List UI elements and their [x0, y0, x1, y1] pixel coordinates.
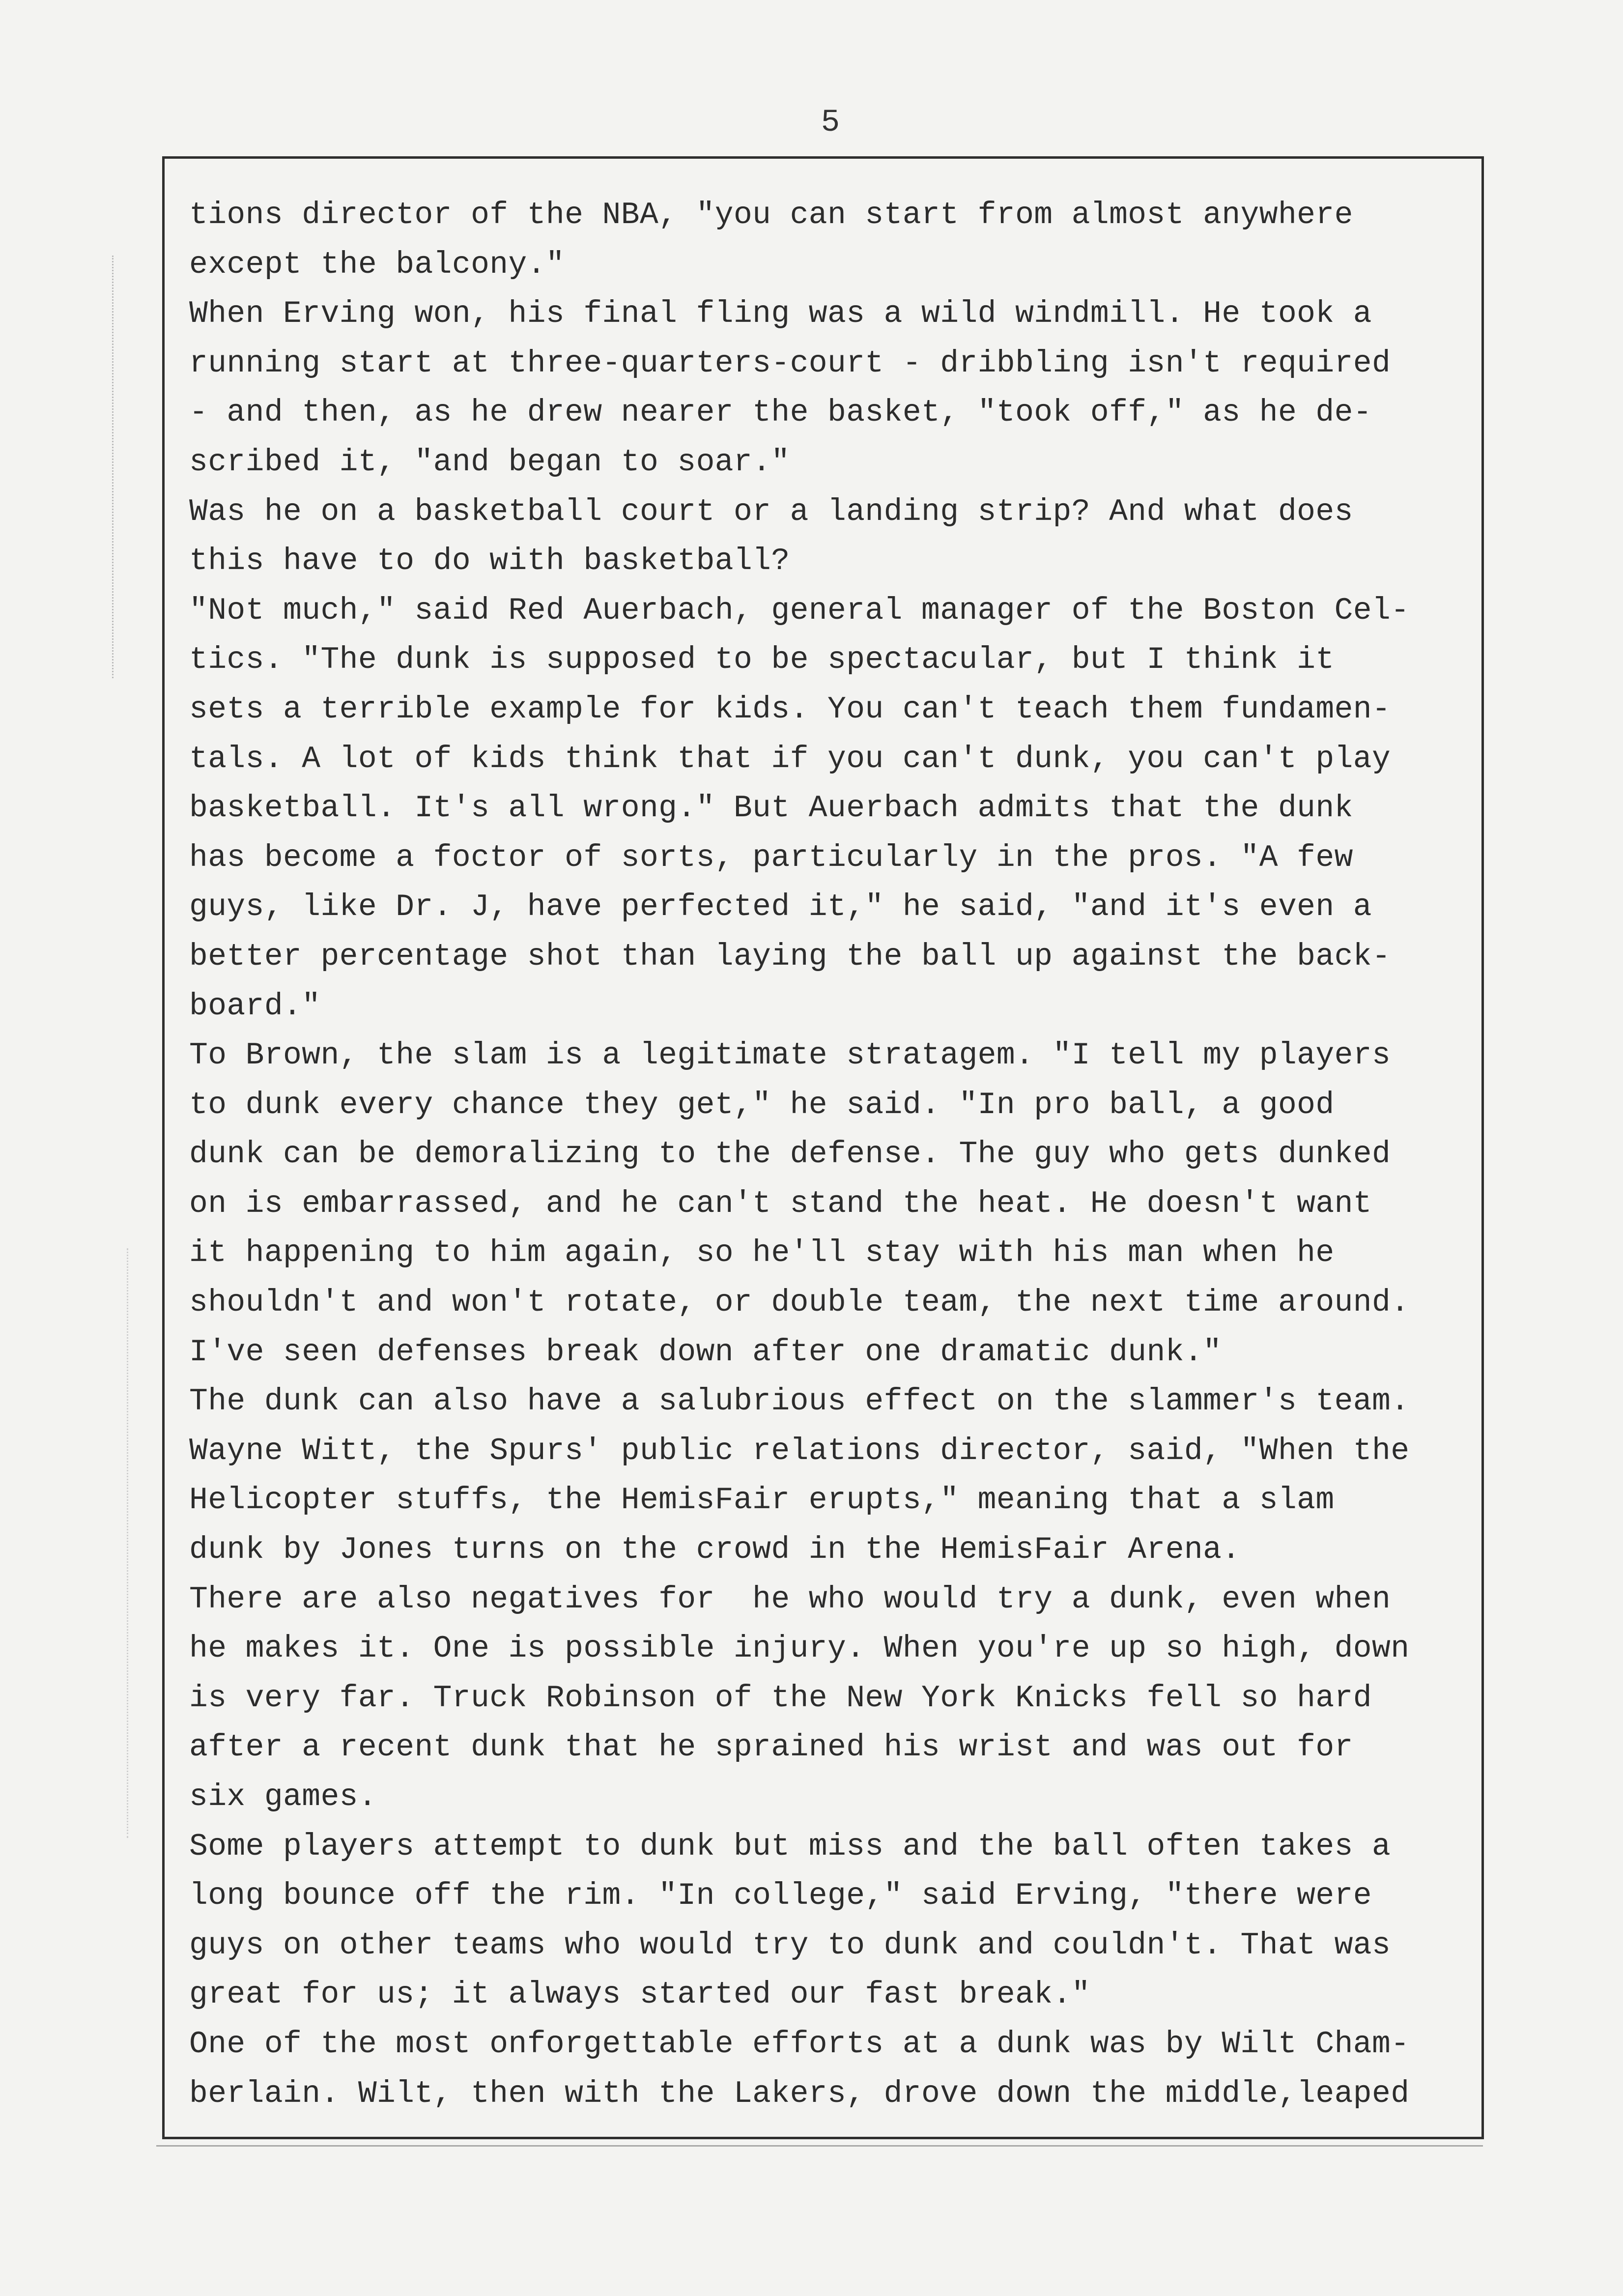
- text-line: basketball. It's all wrong." But Auerbach admits that the dunk: [189, 791, 1353, 826]
- text-line: running start at three-quarters-court - dribbling isn't required: [189, 345, 1391, 381]
- frame-shadow-line: [156, 2145, 1483, 2147]
- text-line: board.": [189, 988, 321, 1024]
- text-line: Wayne Witt, the Spurs' public relations director, said, "When the: [189, 1433, 1410, 1468]
- text-line: dunk can be demoralizing to the defense. The guy who gets dunked: [189, 1137, 1391, 1172]
- text-line: berlain. Wilt, then with the Lakers, drove down the middle,leaped: [189, 2076, 1410, 2111]
- text-line: Some players attempt to dunk but miss and the ball often takes a: [189, 1829, 1391, 1864]
- text-line: great for us; it always started our fast break.": [189, 1977, 1090, 2012]
- text-line: There are also negatives for he who would try a dunk, even when: [189, 1581, 1391, 1617]
- text-line: on is embarrassed, and he can't stand the heat. He doesn't want: [189, 1186, 1372, 1221]
- margin-mark: [112, 256, 114, 678]
- text-line: guys, like Dr. J, have perfected it," he said, "and it's even a: [189, 890, 1372, 925]
- text-line: scribed it, "and began to soar.": [189, 444, 790, 480]
- text-line: tions director of the NBA, "you can start from almost anywhere: [189, 198, 1353, 232]
- text-line: he makes it. One is possible injury. When you're up so high, down: [189, 1631, 1410, 1666]
- text-line: to dunk every chance they get," he said. "In pro ball, a good: [189, 1087, 1335, 1122]
- text-line: When Erving won, his final fling was a wild windmill. He took a: [189, 296, 1372, 332]
- text-line: To Brown, the slam is a legitimate stratagem. "I tell my players: [189, 1038, 1391, 1073]
- text-line: tals. A lot of kids think that if you can't dunk, you can't play: [189, 741, 1391, 776]
- text-line: this have to do with basketball?: [189, 544, 790, 579]
- text-line: after a recent dunk that he sprained his wrist and was out for: [189, 1730, 1353, 1765]
- text-line: shouldn't and won't rotate, or double team, the next time around.: [189, 1285, 1410, 1320]
- text-line: I've seen defenses break down after one dramatic dunk.": [189, 1334, 1222, 1370]
- text-line: Was he on a basketball court or a landing strip? And what does: [189, 494, 1353, 529]
- text-line: long bounce off the rim. "In college," said Erving, "there were: [189, 1878, 1372, 1914]
- text-line: except the balcony.": [189, 247, 565, 282]
- text-line: guys on other teams who would try to dunk and couldn't. That was: [189, 1927, 1391, 1963]
- margin-mark: [127, 1248, 128, 1838]
- text-line: sets a terrible example for kids. You can't teach them fundamen-: [189, 691, 1391, 727]
- text-line: has become a foctor of sorts, particularly in the pros. "A few: [189, 840, 1353, 875]
- text-line: tics. "The dunk is supposed to be spectacular, but I think it: [189, 642, 1335, 678]
- text-line: One of the most onforgettable efforts at a dunk was by Wilt Cham-: [189, 2026, 1410, 2062]
- text-line: dunk by Jones turns on the crowd in the HemisFair Arena.: [189, 1532, 1241, 1568]
- text-line: Helicopter stuffs, the HemisFair erupts," meaning that a slam: [189, 1483, 1335, 1518]
- text-line: is very far. Truck Robinson of the New York Knicks fell so hard: [189, 1680, 1372, 1716]
- typed-text-body: [189, 191, 1477, 2119]
- text-line: better percentage shot than laying the ball up against the back-: [189, 939, 1391, 974]
- page-number: 5: [821, 105, 840, 141]
- text-line: six games.: [189, 1779, 377, 1814]
- text-line: it happening to him again, so he'll stay with his man when he: [189, 1235, 1335, 1271]
- text-line: "Not much," said Red Auerbach, general manager of the Boston Cel-: [189, 593, 1410, 628]
- text-line: The dunk can also have a salubrious effect on the slammer's team.: [189, 1384, 1410, 1419]
- text-line: - and then, as he drew nearer the basket, "took off," as he de-: [189, 395, 1372, 430]
